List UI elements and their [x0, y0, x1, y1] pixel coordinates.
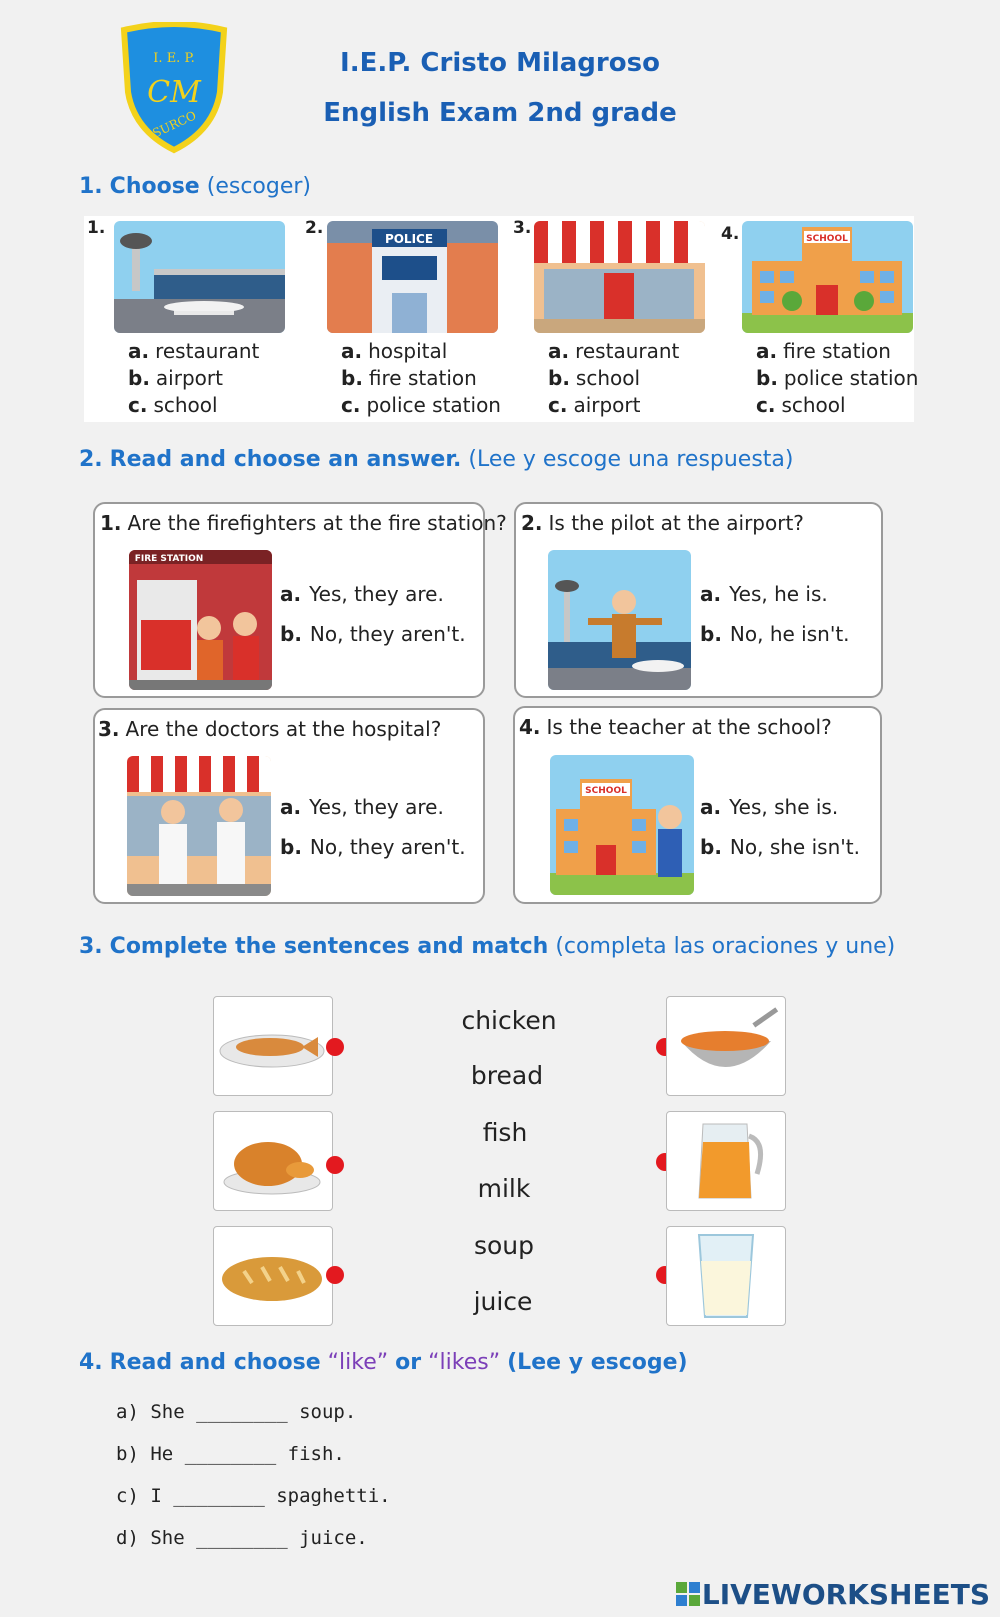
blank-a[interactable]: ________ [196, 1401, 288, 1423]
blank-d[interactable]: ________ [196, 1527, 288, 1549]
soup-bowl-icon [666, 996, 786, 1096]
section1-title: Choose [109, 174, 200, 199]
restaurant-picture [534, 221, 705, 333]
item4-option-b[interactable]: b. police station [756, 366, 919, 390]
answer-4b[interactable]: b. No, she isn't. [700, 835, 860, 859]
liveworksheets-text: LIVEWORKSHEETS [701, 1578, 990, 1611]
school-picture [742, 221, 913, 333]
sentence-d: d) She ________ juice. [116, 1527, 368, 1549]
item3-option-a[interactable]: a. restaurant [548, 339, 680, 363]
blank-c[interactable]: ________ [173, 1485, 265, 1507]
answers-2 [700, 574, 850, 654]
answer-1b[interactable]: b. No, they aren't. [280, 622, 466, 646]
school-sign: SCHOOL [806, 234, 848, 244]
item1-option-b[interactable]: b. airport [128, 366, 223, 390]
crest-monogram: CM [147, 75, 201, 110]
police-station-picture [327, 221, 498, 333]
answer-3a[interactable]: a. Yes, they are. [280, 795, 444, 819]
item3-options [548, 338, 679, 419]
section3-number: 3. [79, 934, 103, 959]
answers-4 [700, 787, 860, 867]
section2-title-es: (Lee y escoge una respuesta) [468, 447, 794, 472]
doctors-restaurant-picture [127, 756, 271, 896]
item2-option-c[interactable]: c. police station [341, 393, 501, 417]
word-4: milk [477, 1174, 531, 1203]
item1-option-c[interactable]: c. school [128, 393, 218, 417]
section2-heading [79, 447, 794, 472]
section2-number: 2. [79, 447, 103, 472]
juice-jug-icon [666, 1111, 786, 1211]
item4-number: 4. [721, 224, 740, 244]
item2-option-b[interactable]: b. fire station [341, 366, 477, 390]
section2-title: Read and choose an answer. [109, 447, 462, 472]
milk-glass-icon [666, 1226, 786, 1326]
word-2: bread [470, 1061, 544, 1090]
answer-1a[interactable]: a. Yes, they are. [280, 582, 444, 606]
question-3: 3. Are the doctors at the hospital? [98, 717, 442, 741]
liveworksheets-icon [676, 1580, 700, 1604]
question-2: 2. Is the pilot at the airport? [521, 511, 804, 535]
match-dot-left-1[interactable] [326, 1038, 344, 1056]
match-dot-left-2[interactable] [326, 1156, 344, 1174]
sentence-c: c) I ________ spaghetti. [116, 1485, 391, 1507]
word-1: chicken [461, 1006, 557, 1035]
crest-line1: I. E. P. [153, 51, 195, 66]
word-like: “like” [327, 1350, 389, 1375]
pilot-airport-picture [548, 550, 691, 690]
answers-1 [280, 574, 466, 654]
fish-plate-icon [213, 996, 333, 1096]
item3-option-c[interactable]: c. airport [548, 393, 641, 417]
question-1: 1. Are the firefighters at the fire station? [100, 511, 507, 535]
section3-title: Complete the sentences and match [109, 934, 549, 959]
item1-options [128, 338, 259, 419]
match-dot-left-3[interactable] [326, 1266, 344, 1284]
section4-title: Read and choose [109, 1350, 321, 1375]
question-4: 4. Is the teacher at the school? [519, 715, 832, 739]
school-crest [118, 22, 230, 154]
word-5: soup [473, 1231, 535, 1260]
crest-line2: SURCO [150, 108, 199, 141]
teacher-school-picture [550, 755, 694, 895]
section1-number: 1. [79, 174, 103, 199]
item4-option-a[interactable]: a. fire station [756, 339, 891, 363]
section4-heading [79, 1350, 688, 1375]
section4-number: 4. [79, 1350, 103, 1375]
item2-number: 2. [305, 218, 324, 238]
section1-heading [79, 174, 311, 199]
bread-loaf-icon [213, 1226, 333, 1326]
item2-options [341, 338, 501, 419]
section3-heading [79, 934, 895, 959]
section4-or: or [395, 1350, 422, 1375]
item3-option-b[interactable]: b. school [548, 366, 641, 390]
fire-station-sign: FIRE STATION [134, 554, 204, 564]
fire-station-picture [129, 550, 272, 690]
blank-b[interactable]: ________ [184, 1443, 277, 1465]
section1-title-es: (escoger) [206, 174, 311, 199]
word-6: juice [473, 1287, 533, 1316]
page-title: I.E.P. Cristo Milagroso [340, 48, 660, 78]
school-sign-2: SCHOOL [585, 786, 627, 796]
section4-title-es: (Lee y escoge) [507, 1350, 688, 1375]
answer-3b[interactable]: b. No, they aren't. [280, 835, 466, 859]
roast-chicken-icon [213, 1111, 333, 1211]
answer-4a[interactable]: a. Yes, she is. [700, 795, 839, 819]
word-3: fish [482, 1118, 528, 1147]
word-likes: “likes” [428, 1350, 501, 1375]
liveworksheets-logo[interactable] [676, 1578, 990, 1611]
answer-2a[interactable]: a. Yes, he is. [700, 582, 828, 606]
sentence-b: b) He ________ fish. [116, 1443, 345, 1465]
item1-option-a[interactable]: a. restaurant [128, 339, 260, 363]
police-sign: POLICE [384, 232, 434, 246]
item4-option-c[interactable]: c. school [756, 393, 846, 417]
airport-picture [114, 221, 285, 333]
answer-2b[interactable]: b. No, he isn't. [700, 622, 850, 646]
page-subtitle: English Exam 2nd grade [323, 98, 677, 128]
item4-options [756, 338, 918, 419]
item3-number: 3. [513, 218, 532, 238]
item2-option-a[interactable]: a. hospital [341, 339, 448, 363]
answers-3 [280, 787, 466, 867]
sentence-a: a) She ________ soup. [116, 1401, 357, 1423]
item1-number: 1. [87, 218, 106, 238]
section3-title-es: (completa las oraciones y une) [555, 934, 896, 959]
